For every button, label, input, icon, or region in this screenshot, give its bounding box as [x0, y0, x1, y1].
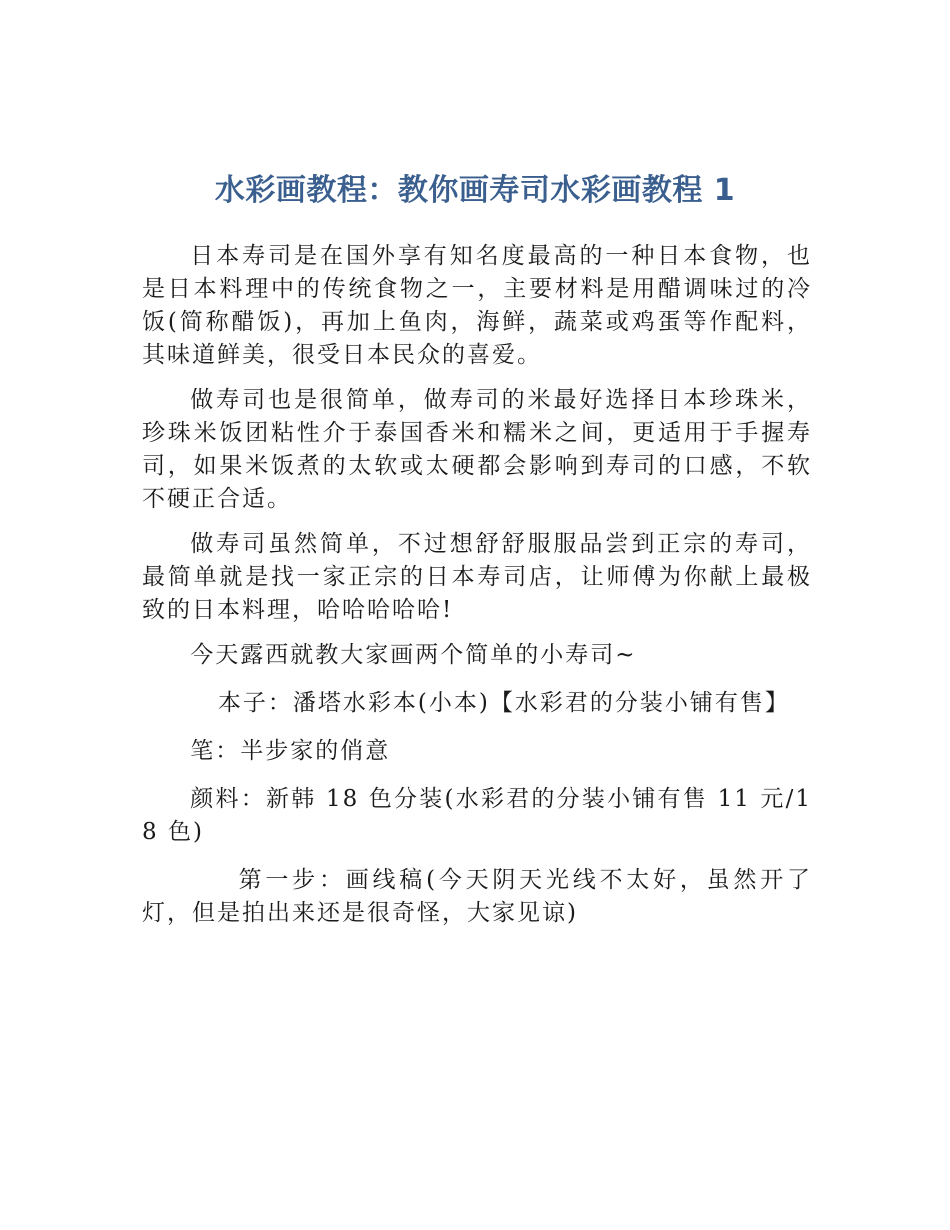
paragraph-intro: 日本寿司是在国外享有知名度最高的一种日本食物，也是日本料理中的传统食物之一，主要材料是用醋调味过的冷饭(简称醋饭)，再加上鱼肉，海鲜，蔬菜或鸡蛋等作配料，其味道鲜美，很受日本民众的喜爱。 [142, 243, 812, 368]
paragraph-materials-notebook: 本子：潘塔水彩本(小本)【水彩君的分装小铺有售】 [217, 690, 790, 716]
document-body [142, 240, 812, 942]
paragraph-lesson-intro: 今天露西就教大家画两个简单的小寿司~ [190, 642, 637, 668]
document-title: 水彩画教程：教你画寿司水彩画教程 1 [214, 173, 736, 209]
paragraph-materials-paint: 颜料：新韩 18 色分装(水彩君的分装小铺有售 11 元/18 色) [142, 786, 812, 845]
paragraph-materials-brush: 笔：半步家的俏意 [190, 738, 391, 764]
paragraph-restaurant: 做寿司虽然简单，不过想舒舒服服品尝到正宗的寿司，最简单就是找一家正宗的日本寿司店，让师傅为你献上最极致的日本料理，哈哈哈哈哈! [142, 531, 812, 623]
paragraph-rice: 做寿司也是很简单，做寿司的米最好选择日本珍珠米，珍珠米饭团粘性介于泰国香米和糯米之间，更适用于手握寿司，如果米饭煮的太软或太硬都会影响到寿司的口感，不软不硬正合适。 [142, 387, 812, 512]
paragraph-step-one: 第一步：画线稿(今天阴天光线不太好，虽然开了灯，但是拍出来还是很奇怪，大家见谅) [142, 867, 812, 926]
